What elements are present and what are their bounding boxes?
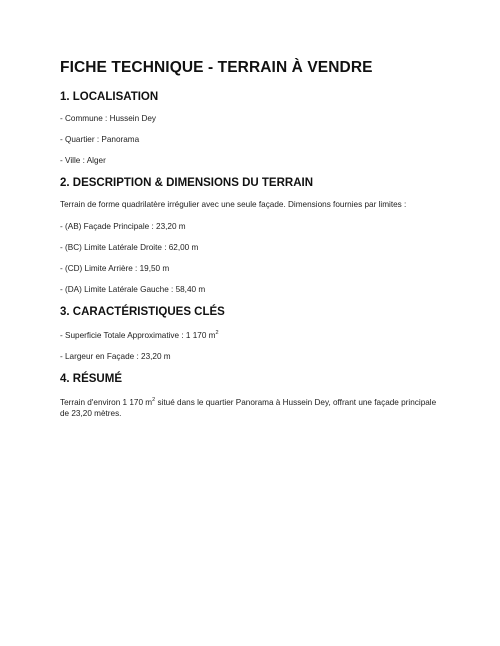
section-heading: 3. CARACTÉRISTIQUES CLÉS: [60, 305, 225, 318]
summary-paragraph: [60, 395, 440, 420]
area-text: - Superficie Totale Approximative : 1 170 m: [60, 330, 216, 340]
document-title: FICHE TECHNIQUE - TERRAIN À VENDRE: [60, 59, 373, 76]
area-superscript: 2: [215, 329, 219, 336]
dimension-line: - (AB) Façade Principale : 23,20 m: [60, 221, 186, 231]
dimension-line: - (DA) Limite Latérale Gauche : 58,40 m: [60, 284, 206, 294]
section-heading: 2. DESCRIPTION & DIMENSIONS DU TERRAIN: [60, 177, 314, 189]
info-line: - Ville : Alger: [60, 156, 106, 165]
section-characteristics: [60, 305, 440, 362]
summary-text-1: Terrain d'environ 1 170 m: [60, 397, 153, 407]
section-summary: [60, 372, 440, 420]
summary-superscript: 2: [152, 396, 156, 403]
area-line: [60, 328, 440, 341]
info-line: - Quartier : Panorama: [60, 135, 140, 144]
description-paragraph: Terrain de forme quadrilatère irrégulier avec une seule façade. Dimensions fournies par limites :: [60, 200, 407, 209]
info-line: - Commune : Hussein Dey: [60, 114, 157, 123]
document-page: [60, 58, 440, 430]
dimension-line: - (BC) Limite Latérale Droite : 62,00 m: [60, 242, 199, 252]
dimension-line: - (CD) Limite Arrière : 19,50 m: [60, 263, 170, 273]
section-heading: 4. RÉSUMÉ: [60, 372, 122, 385]
summary-text-2: situé dans le quartier Panorama à Hussein Dey, offrant une façade principale de 23,20 mètres.: [60, 397, 437, 418]
section-description: [60, 176, 440, 295]
section-heading: 1. LOCALISATION: [60, 91, 159, 103]
section-localisation: [60, 90, 440, 166]
frontage-line: - Largeur en Façade : 23,20 m: [60, 351, 171, 361]
